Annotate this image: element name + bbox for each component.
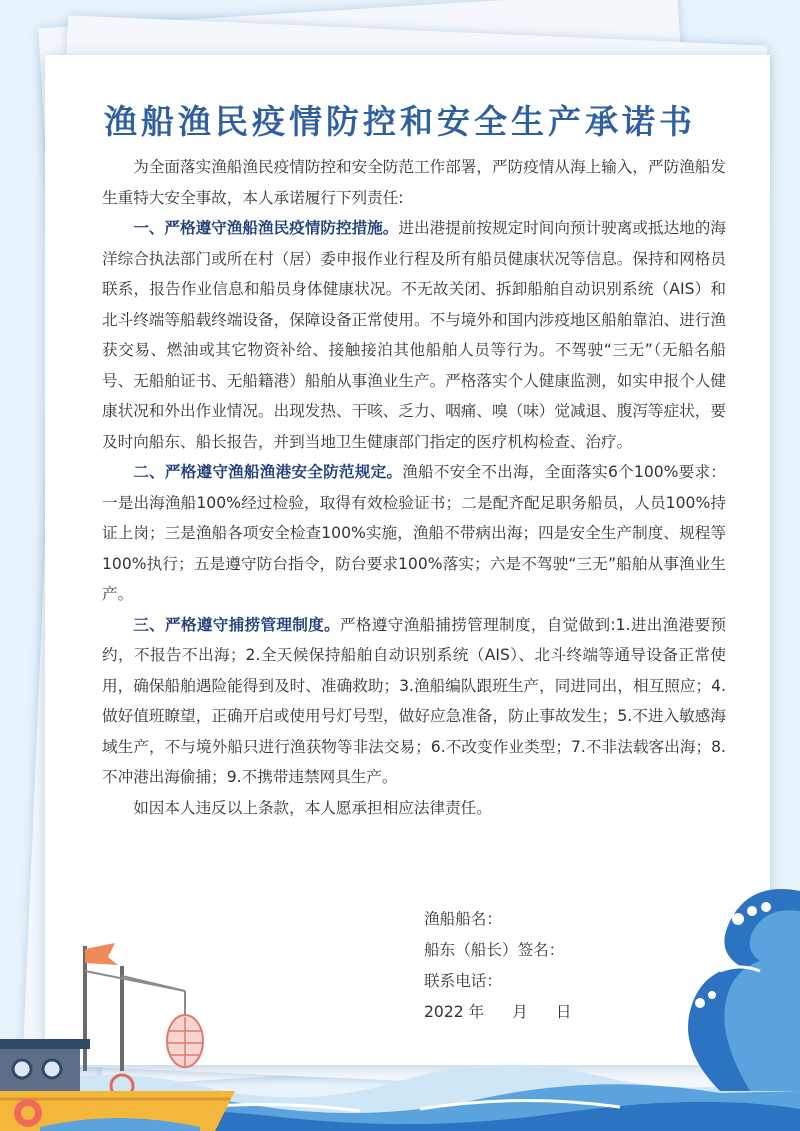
date-month: 月 [512, 1003, 528, 1021]
vessel-name-label: 渔船船名： [424, 910, 502, 928]
document-body [102, 152, 726, 823]
section-heading: 三、严格遵守捕捞管理制度。 [133, 615, 340, 634]
document-title: 渔船渔民疫情防控和安全生产承诺书 [104, 102, 696, 141]
right-wave-illustration [660, 871, 800, 1091]
signature-block [424, 904, 571, 1028]
section-body: 严格遵守渔船捕捞管理制度，自觉做到:1.进出渔港要预约，不报告不出海；2.全天候保持船舶自动识别系统（AIS）、北斗终端等通导设备正常使用，确保船舶遇险能得到及时、准确救助；3.渔船编队跟班生产，同进同出，相互照应；4.做好值班瞭望，正确开启或使用号灯号型，做好应急准备，防止事故发生；5.不进入敏感海域生产，不与境外船只进行渔获物等非法交易；6.不改变作业类型；7.不非法载客出海；8.不冲港出海偷捕；9.不携带违禁网具生产。 [102, 615, 726, 786]
section-body: 渔船不安全不出海，全面落实6个100%要求：一是出海渔船100%经过检验，取得有效检验证书；二是配齐配足职务船员，人员100%持证上岗；三是渔船各项安全检查100%实施，渔船不带病出海；四是安全生产制度、规程等100%执行；五是遵守防台指令，防台要求100%落实；六是不驾驶“三无”船舶从事渔业生产。 [102, 463, 726, 603]
closing-paragraph: 如因本人违反以上条款，本人愿承担相应法律责任。 [133, 798, 492, 817]
section-paragraph [102, 213, 726, 457]
phone-label: 联系电话： [424, 972, 502, 990]
fishing-boat-illustration [0, 931, 260, 1131]
section-paragraph [102, 610, 726, 793]
section-heading: 一、严格遵守渔船渔民疫情防控措施。 [133, 219, 399, 237]
intro-paragraph: 为全面落实渔船渔民疫情防控和安全防范工作部署，严防疫情从海上输入，严防渔船发生重特大安全事故，本人承诺履行下列责任: [102, 158, 726, 207]
section-heading: 二、严格遵守渔船渔港安全防范规定。 [133, 463, 403, 481]
date-day: 日 [555, 1003, 572, 1021]
owner-signature-label: 船东（船长）签名： [424, 941, 565, 959]
section-body: 进出港提前按规定时间向预计驶离或抵达地的海洋综合执法部门或所在村（居）委申报作业行程及所有船员健康状况等信息。保持和网格员联系，报告作业信息和船员身体健康状况。不无故关闭、拆卸船舶自动识别系统（AIS）和北斗终端等船载终端设备，保障设备正常使用。不与境外和国内涉疫地区船舶靠泊、进行渔获交易、燃油或其它物资补给、接触接泊其他船舶人员等行为。不驾驶“三无”（无船名船号、无船舶证书、无船籍港）船舶从事渔业生产。严格落实个人健康监测，如实申报个人健康状况和外出作业情况。出现发热、干咳、乏力、咽痛、嗅（味）觉减退、腹泻等症状，要及时向船东、船长报告，并到当地卫生健康部门指定的医疗机构检查、治疗。 [102, 219, 726, 451]
section-paragraph [102, 457, 726, 610]
date-year: 2022 年 [424, 1003, 485, 1021]
